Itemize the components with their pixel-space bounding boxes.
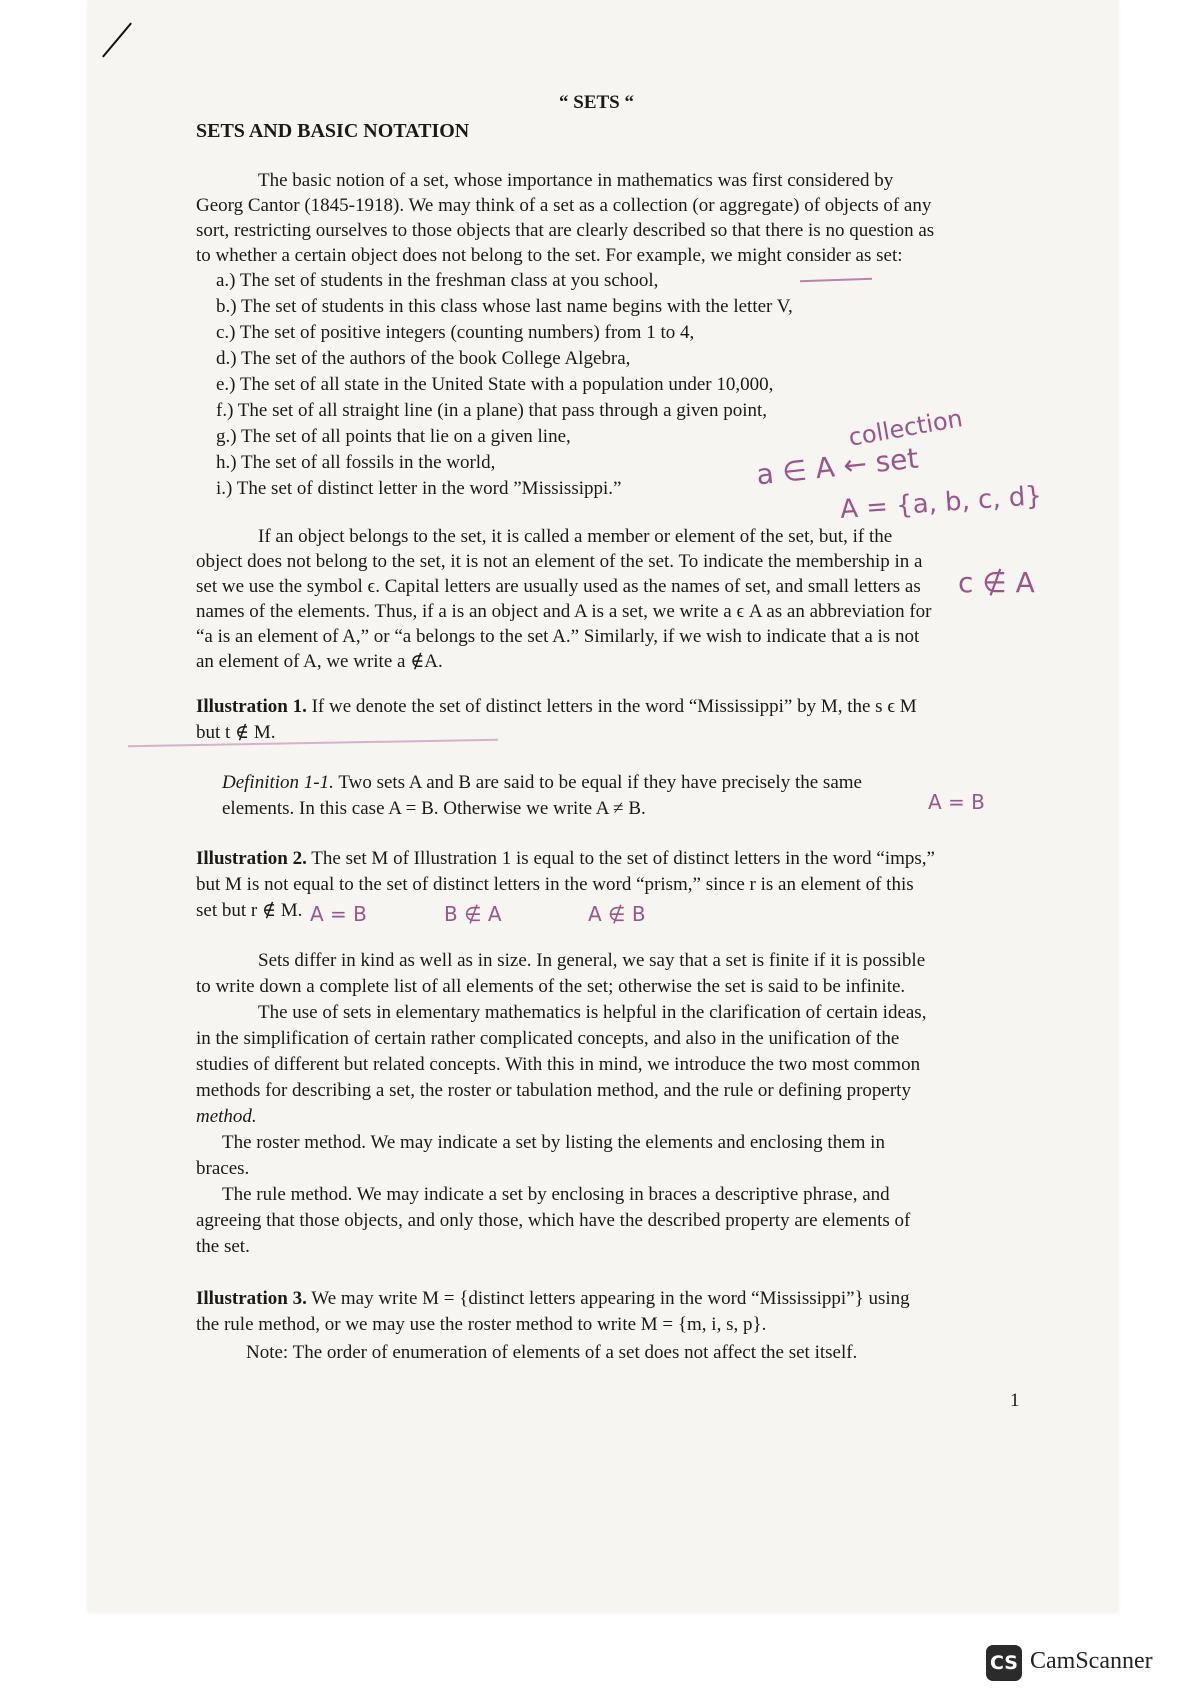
membership-line: object does not belong to the set, it is not an element of the set. To indicate the membership in a (196, 551, 923, 572)
illustration-1 (196, 694, 917, 720)
example-item: c.) The set of positive integers (counting numbers) from 1 to 4, (216, 322, 695, 343)
illustration-1-cont: but t ∉ M. (196, 722, 276, 743)
example-item: a.) The set of students in the freshman class at you school, (216, 270, 659, 291)
handwritten-note: A ∉ B (588, 902, 646, 926)
note-line: Note: The order of enumeration of elements of a set does not affect the set itself. (246, 1342, 858, 1363)
illustration-text: If we denote the set of distinct letters in the word “Mississippi” by M, the s ϵ M (311, 696, 917, 717)
rule-method-line: the set. (196, 1236, 250, 1257)
page-title: “ SETS “ (559, 92, 634, 113)
illustration-text: The set M of Illustration 1 is equal to the set of distinct letters in the word “imps,” (311, 848, 935, 869)
handwritten-note: B ∉ A (444, 902, 502, 926)
membership-line: set we use the symbol ϵ. Capital letters are usually used as the names of set, and small letters as (196, 576, 921, 597)
illustration-2 (196, 846, 935, 872)
methods-line: in the simplification of certain rather complicated concepts, and also in the unification of the (196, 1028, 900, 1049)
definition-1-1 (222, 770, 862, 796)
intro-line: sort, restricting ourselves to those objects that are clearly described so that there is no question as (196, 220, 935, 241)
example-item: h.) The set of all fossils in the world, (216, 452, 496, 473)
intro-line: Georg Cantor (1845-1918). We may think of a set as a collection (or aggregate) of objects of any (196, 195, 932, 216)
finite-line: to write down a complete list of all elements of the set; otherwise the set is said to be infinite. (196, 976, 906, 997)
methods-line: The use of sets in elementary mathematics is helpful in the clarification of certain ideas, (258, 1002, 927, 1023)
handwritten-note: A = B (310, 902, 367, 926)
rule-method-line: The rule method. We may indicate a set by enclosing in braces a descriptive phrase, and (222, 1184, 890, 1205)
example-item: d.) The set of the authors of the book College Algebra, (216, 348, 631, 369)
scanned-page (88, 0, 1118, 1612)
handwritten-note: collection (846, 404, 965, 452)
section-heading: SETS AND BASIC NOTATION (196, 120, 470, 142)
intro-line: to whether a certain object does not belong to the set. For example, we might consider as set: (196, 245, 903, 266)
pen-stroke (102, 23, 132, 58)
underline-mark (128, 739, 498, 747)
example-item: b.) The set of students in this class whose last name begins with the letter V, (216, 296, 793, 317)
handwritten-note: A = B (928, 790, 985, 814)
example-item: e.) The set of all state in the United State with a population under 10,000, (216, 374, 774, 395)
definition-1-1-cont: elements. In this case A = B. Otherwise we write A ≠ B. (222, 798, 646, 819)
underline-mark (800, 278, 872, 283)
rule-method-line: agreeing that those objects, and only those, which have the described property are elements of (196, 1210, 911, 1231)
membership-line: “a is an element of A,” or “a belongs to the set A.” Similarly, if we wish to indicate that a is not (196, 626, 920, 647)
roster-method-line: braces. (196, 1158, 250, 1179)
definition-text: Two sets A and B are said to be equal if they have precisely the same (338, 772, 862, 793)
handwritten-note: A = {a, b, c, d} (839, 480, 1043, 526)
camscanner-logo: CS (986, 1645, 1022, 1681)
illustration-3-cont: the rule method, or we may use the roster method to write M = {m, i, s, p}. (196, 1314, 767, 1335)
illustration-label: Illustration 2. (196, 848, 307, 869)
illustration-2-cont: but M is not equal to the set of distinct letters in the word “prism,” since r is an element of this (196, 874, 914, 895)
illustration-text: We may write M = {distinct letters appearing in the word “Mississippi”} using (311, 1288, 910, 1309)
illustration-label: Illustration 3. (196, 1288, 307, 1309)
finite-line: Sets differ in kind as well as in size. In general, we say that a set is finite if it is possible (258, 950, 926, 971)
illustration-3 (196, 1286, 910, 1312)
methods-line: method. (196, 1106, 257, 1127)
illustration-label: Illustration 1. (196, 696, 307, 717)
definition-label: Definition 1-1. (222, 772, 334, 793)
membership-line: an element of A, we write a ∉A. (196, 651, 443, 672)
methods-line: methods for describing a set, the roster or tabulation method, and the rule or defining property (196, 1080, 911, 1101)
handwritten-note: a ∈ A ← set (754, 441, 920, 492)
example-item: i.) The set of distinct letter in the word ”Mississippi.” (216, 478, 622, 499)
example-item: f.) The set of all straight line (in a plane) that pass through a given point, (216, 400, 768, 421)
camscanner-brand: CamScanner (1030, 1648, 1153, 1674)
illustration-2-cont: set but r ∉ M. (196, 900, 303, 921)
methods-line: studies of different but related concepts. With this in mind, we introduce the two most common (196, 1054, 921, 1075)
roster-method-line: The roster method. We may indicate a set by listing the elements and enclosing them in (222, 1132, 885, 1153)
handwritten-note: c ∉ A (958, 566, 1035, 599)
example-item: g.) The set of all points that lie on a given line, (216, 426, 571, 447)
membership-line: If an object belongs to the set, it is called a member or element of the set, but, if the (258, 526, 893, 547)
page-number: 1 (1010, 1390, 1020, 1411)
membership-line: names of the elements. Thus, if a is an object and A is a set, we write a ϵ A as an abbreviation for (196, 601, 932, 622)
intro-line: The basic notion of a set, whose importance in mathematics was first considered by (258, 170, 894, 191)
